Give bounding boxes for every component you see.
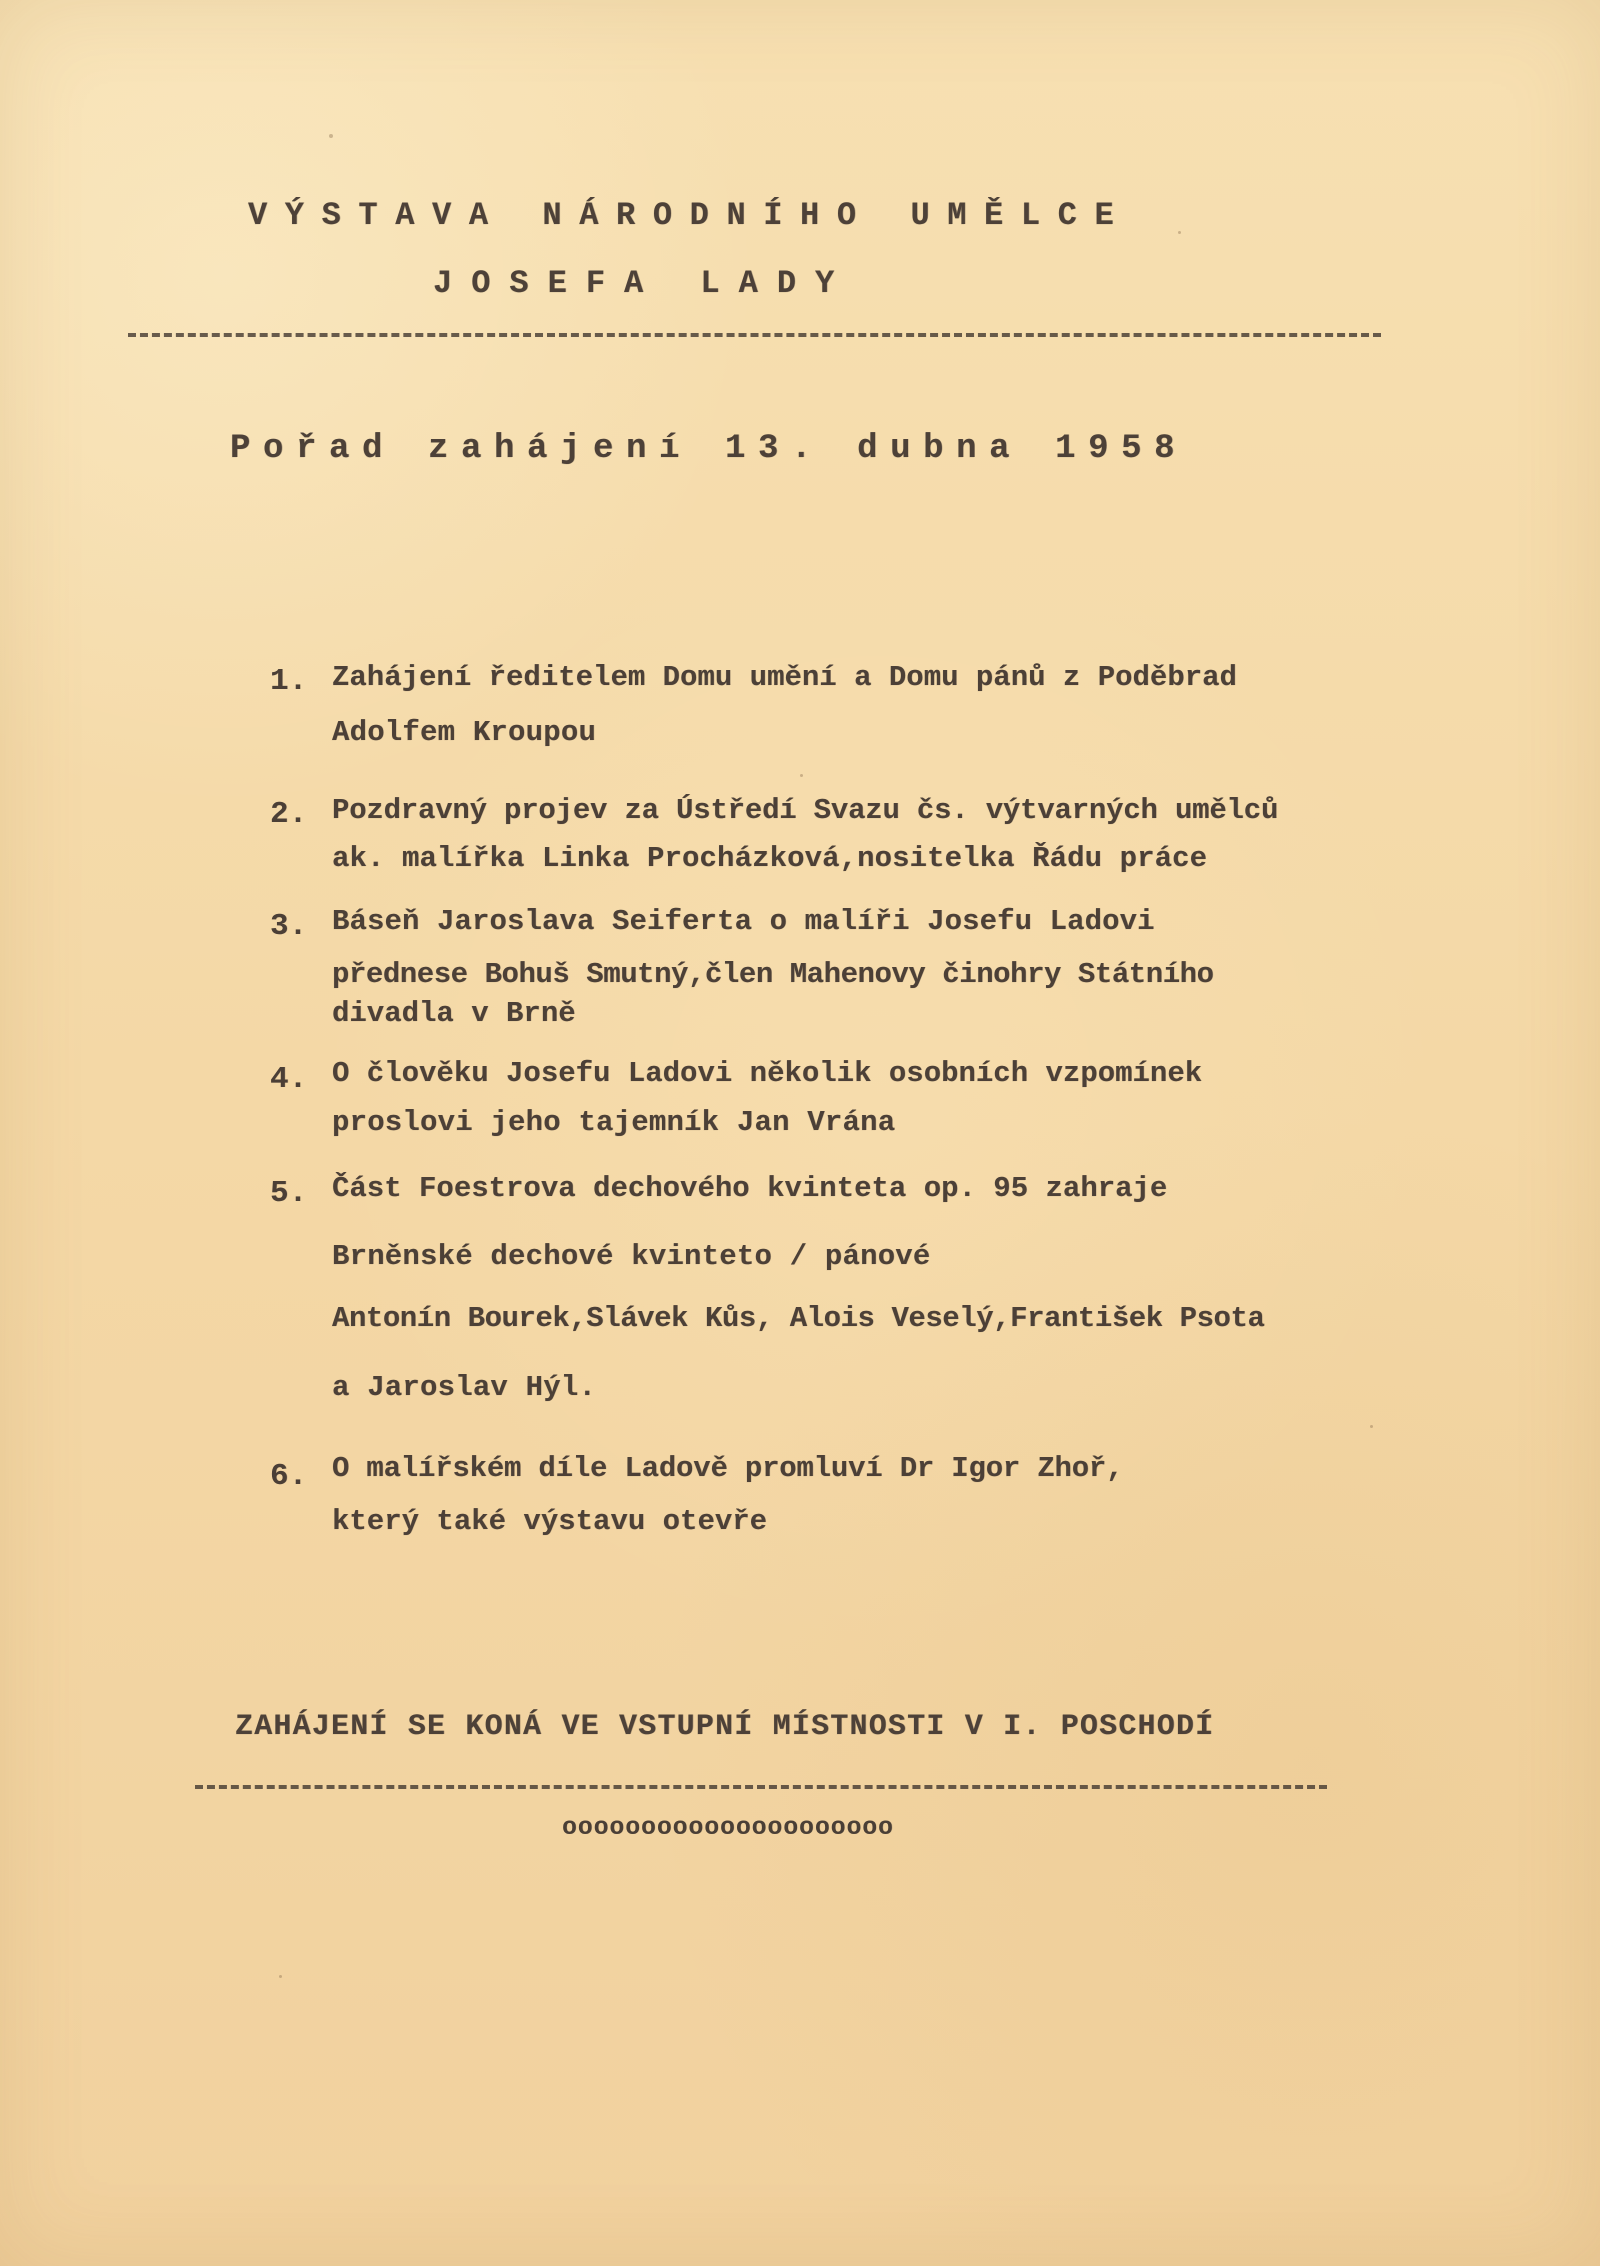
- paper-speck: [1178, 231, 1181, 234]
- programme-item-number-2: 2.: [270, 797, 308, 832]
- programme-item-5-line-1: Část Foestrova dechového kvinteta op. 95 zahraje: [332, 1172, 1168, 1205]
- programme-item-6-line-2: který také výstavu otevře: [332, 1505, 768, 1538]
- programme-item-4-line-1: O člověku Josefu Ladovi několik osobních vzpomínek: [332, 1057, 1203, 1090]
- programme-item-number-5: 5.: [270, 1176, 308, 1211]
- programme-item-3-line-1: Báseň Jaroslava Seiferta o malíři Josefu Ladovi: [332, 905, 1155, 938]
- programme-item-5-line-2: Brněnské dechové kvinteto / pánové: [332, 1240, 931, 1273]
- programme-item-5-line-4: a Jaroslav Hýl.: [332, 1371, 597, 1404]
- programme-item-6-line-1: O malířském díle Ladově promluví Dr Igor Zhoř,: [332, 1452, 1124, 1485]
- exhibition-title-line-2: JOSEFA LADY: [433, 265, 854, 302]
- opening-location-note: ZAHÁJENÍ SE KONÁ VE VSTUPNÍ MÍSTNOSTI V I. POSCHODÍ: [235, 1710, 1215, 1744]
- programme-item-number-6: 6.: [270, 1459, 308, 1494]
- programme-item-number-4: 4.: [270, 1062, 308, 1097]
- paper-speck: [800, 774, 803, 777]
- bottom-typed-rule: [195, 1785, 1327, 1789]
- paper-speck: [279, 1975, 282, 1978]
- programme-item-number-1: 1.: [270, 664, 308, 699]
- programme-item-4-line-2: proslovi jeho tajemník Jan Vrána: [332, 1106, 896, 1139]
- programme-item-1-line-2: Adolfem Kroupou: [332, 716, 597, 749]
- top-typed-rule: [128, 333, 1381, 337]
- paper-speck: [329, 134, 333, 138]
- typed-circle-ornament: ooooooooooooooooooooo: [562, 1813, 894, 1842]
- exhibition-title-line-1: VÝSTAVA NÁRODNÍHO UMĚLCE: [248, 197, 1132, 234]
- programme-subtitle: Pořad zahájení 13. dubna 1958: [230, 430, 1188, 468]
- programme-item-3-line-2: přednese Bohuš Smutný,člen Mahenovy činohry Státního: [332, 958, 1214, 991]
- programme-item-5-line-3: Antonín Bourek,Slávek Kůs, Alois Veselý,František Psota: [332, 1302, 1265, 1335]
- programme-item-1-line-1: Zahájení ředitelem Domu umění a Domu pánů z Poděbrad: [332, 661, 1237, 694]
- programme-item-2-line-2: ak. malířka Linka Procházková,nositelka Řádu práce: [332, 842, 1208, 875]
- programme-item-3-line-3: divadla v Brně: [332, 997, 576, 1030]
- programme-item-2-line-1: Pozdravný projev za Ústředí Svazu čs. výtvarných umělců: [332, 794, 1279, 827]
- paper-speck: [1370, 1425, 1373, 1428]
- programme-item-number-3: 3.: [270, 909, 308, 944]
